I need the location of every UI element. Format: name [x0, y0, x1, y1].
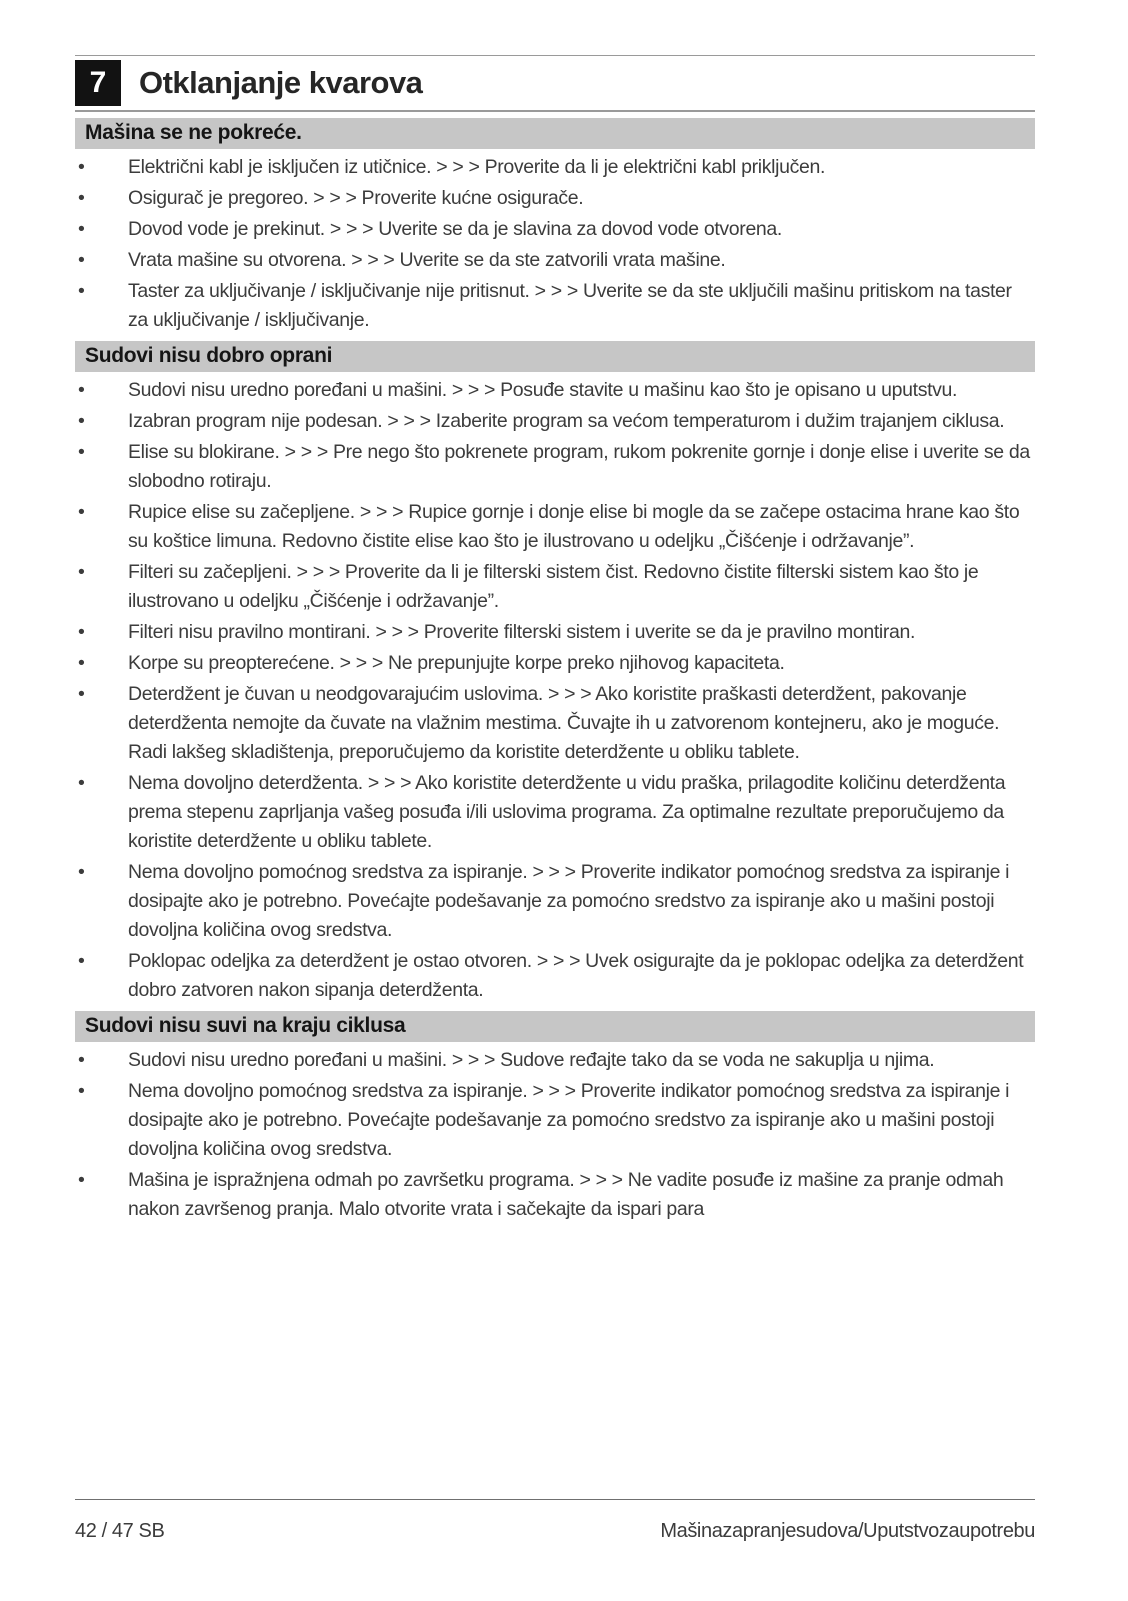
item-text: Filteri su začepljeni. > > > Proverite da li je filterski sistem čist. Redovno čistite filterski sistem kao što je ilustrovano u odeljku „Čišćenje i održavanje”. — [128, 561, 979, 612]
bullet-marker: • — [78, 501, 85, 523]
bullet-marker: • — [78, 861, 85, 883]
chapter-title: Otklanjanje kvarova — [139, 65, 423, 100]
page-footer — [75, 1499, 1035, 1543]
item-text: Korpe su preopterećene. > > > Ne prepunjujte korpe preko njihovog kapaciteta. — [128, 652, 785, 674]
chapter-header — [75, 55, 1035, 112]
bullet-marker: • — [78, 683, 85, 705]
document-title: Mašinazapranjesudova/Uputstvozaupotrebu — [660, 1520, 1035, 1542]
item-text: Dovod vode je prekinut. > > > Uverite se da je slavina za dovod vode otvorena. — [128, 218, 782, 240]
list-item — [75, 769, 1035, 856]
bullet-marker: • — [78, 156, 85, 178]
bullet-marker: • — [78, 1169, 85, 1191]
list-item — [75, 680, 1035, 767]
item-text: Nema dovoljno pomoćnog sredstva za ispiranje. > > > Proverite indikator pomoćnog sredstva za ispiranje i dosipajte ako je potrebno. Povećajte podešavanje za pomoćno sredstvo za ispiranje ako u mašini postoji dovoljna količina ovog sredstva. — [128, 861, 1010, 941]
item-text: Izabran program nije podesan. > > > Izaberite program sa većom temperaturom i dužim trajanjem ciklusa. — [128, 410, 1005, 432]
bullet-marker: • — [78, 1080, 85, 1102]
section-machine-not-starting — [75, 118, 1035, 335]
item-text: Nema dovoljno pomoćnog sredstva za ispiranje. > > > Proverite indikator pomoćnog sredstva za ispiranje i dosipajte ako je potrebno. Povećajte podešavanje za pomoćno sredstvo za ispiranje ako u mašini postoji dovoljna količina ovog sredstva. — [128, 1080, 1010, 1160]
list-item — [75, 215, 1035, 244]
item-text: Osigurač je pregoreo. > > > Proverite kućne osigurače. — [128, 187, 584, 209]
list-item — [75, 153, 1035, 182]
troubleshooting-list — [75, 153, 1035, 335]
list-item — [75, 858, 1035, 945]
list-item — [75, 558, 1035, 616]
list-item — [75, 1077, 1035, 1164]
bullet-marker: • — [78, 1049, 85, 1071]
bullet-marker: • — [78, 772, 85, 794]
bullet-marker: • — [78, 280, 85, 302]
list-item — [75, 376, 1035, 405]
section-dishes-not-clean — [75, 341, 1035, 1005]
bullet-marker: • — [78, 187, 85, 209]
list-item — [75, 498, 1035, 556]
bullet-marker: • — [78, 379, 85, 401]
item-text: Mašina je ispražnjena odmah po završetku programa. > > > Ne vadite posuđe iz mašine za pranje odmah nakon završenog pranja. Malo otvorite vrata i sačekajte da ispari para — [128, 1169, 1004, 1220]
bullet-marker: • — [78, 652, 85, 674]
item-text: Rupice elise su začepljene. > > > Rupice gornje i donje elise bi mogle da se začepe ostacima hrane kao što su koštice limuna. Redovno čistite elise kao što je ilustrovano u odeljku „Čišćenje i održavanje”. — [128, 501, 1020, 552]
chapter-number-box: 7 — [75, 60, 121, 106]
list-item — [75, 246, 1035, 275]
section-header: Sudovi nisu dobro oprani — [75, 341, 1035, 372]
bullet-marker: • — [78, 561, 85, 583]
bullet-marker: • — [78, 621, 85, 643]
bullet-marker: • — [78, 218, 85, 240]
troubleshooting-list — [75, 376, 1035, 1005]
bullet-marker: • — [78, 441, 85, 463]
item-text: Sudovi nisu uredno poređani u mašini. > > > Sudove ređajte tako da se voda ne sakuplja u njima. — [128, 1049, 935, 1071]
item-text: Vrata mašine su otvorena. > > > Uverite se da ste zatvorili vrata mašine. — [128, 249, 726, 271]
item-text: Filteri nisu pravilno montirani. > > > Proverite filterski sistem i uverite se da je pravilno montiran. — [128, 621, 916, 643]
item-text: Elise su blokirane. > > > Pre nego što pokrenete program, rukom pokrenite gornje i donje elise i uverite se da slobodno rotiraju. — [128, 441, 1030, 492]
item-text: Električni kabl je isključen iz utičnice. > > > Proverite da li je električni kabl priključen. — [128, 156, 826, 178]
list-item — [75, 649, 1035, 678]
item-text: Poklopac odeljka za deterdžent je ostao otvoren. > > > Uvek osigurajte da je poklopac odeljka za deterdžent dobro zatvoren nakon sipanja deterdženta. — [128, 950, 1024, 1001]
section-header: Mašina se ne pokreće. — [75, 118, 1035, 149]
page-number: 42 / 47 SB — [75, 1520, 165, 1542]
list-item — [75, 407, 1035, 436]
list-item — [75, 1166, 1035, 1224]
list-item — [75, 277, 1035, 335]
item-text: Nema dovoljno deterdženta. > > > Ako koristite deterdžente u vidu praška, prilagodite količinu deterdženta prema stepenu zaprljanja vašeg posuđa i/ili uslovima programa. Za optimalne rezultate preporučujemo da koristite deterdžente u obliku tablete. — [128, 772, 1006, 852]
troubleshooting-list — [75, 1046, 1035, 1224]
section-dishes-not-dry — [75, 1011, 1035, 1224]
section-header: Sudovi nisu suvi na kraju ciklusa — [75, 1011, 1035, 1042]
list-item — [75, 1046, 1035, 1075]
list-item — [75, 438, 1035, 496]
item-text: Taster za uključivanje / isključivanje nije pritisnut. > > > Uverite se da ste uključili mašinu pritiskom na taster za uključivanje / isključivanje. — [128, 280, 1012, 331]
bullet-marker: • — [78, 249, 85, 271]
item-text: Deterdžent je čuvan u neodgovarajućim uslovima. > > > Ako koristite praškasti deterdžent, pakovanje deterdženta nemojte da čuvate na vlažnim mestima. Čuvajte ih u zatvorenom kontejneru, ako je moguće. Radi lakšeg skladištenja, preporučujemo da koristite deterdžente u obliku tablete. — [128, 683, 1000, 763]
list-item — [75, 184, 1035, 213]
bullet-marker: • — [78, 410, 85, 432]
bullet-marker: • — [78, 950, 85, 972]
item-text: Sudovi nisu uredno poređani u mašini. > > > Posuđe stavite u mašinu kao što je opisano u uputstvu. — [128, 379, 958, 401]
list-item — [75, 618, 1035, 647]
list-item — [75, 947, 1035, 1005]
manual-page — [75, 0, 1035, 1226]
